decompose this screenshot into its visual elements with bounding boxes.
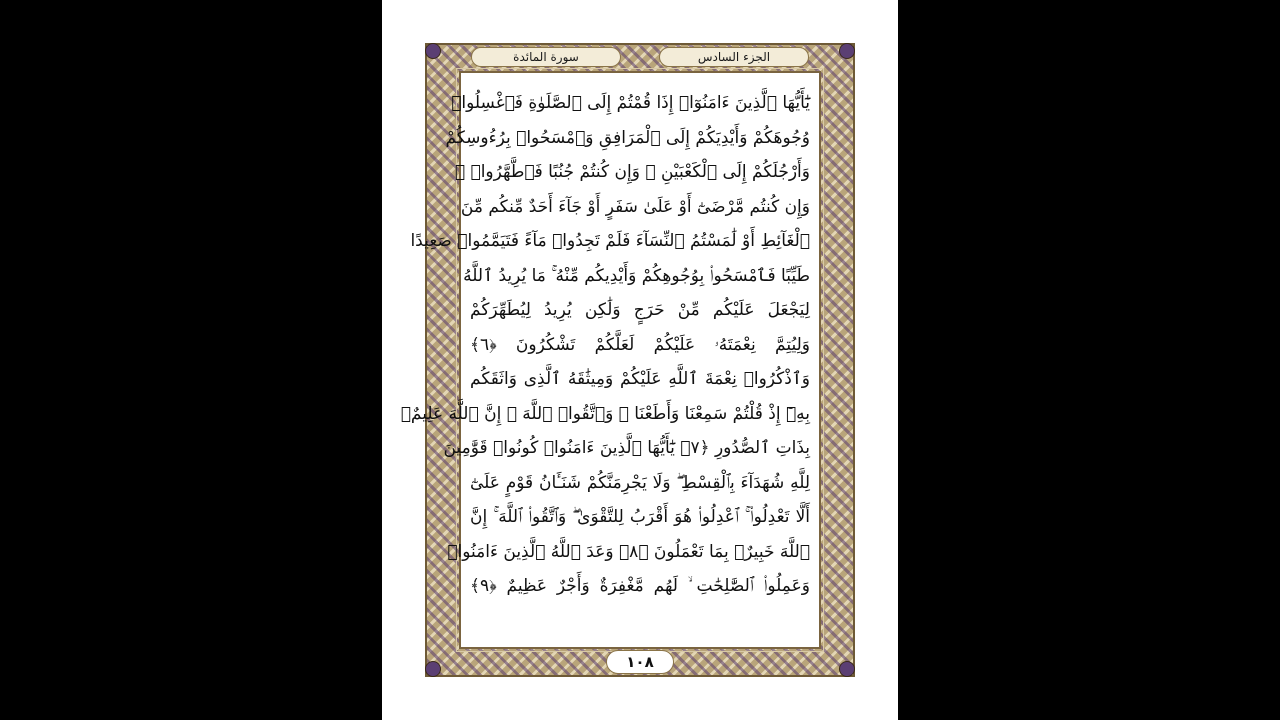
verse-line-1: يَٰٓأَيُّهَا ٱلَّذِينَ ءَامَنُوٓا۟ إِذَا قُمْتُمْ إِلَى ٱلصَّلَوٰةِ فَٱغْسِلُوا۟ xyxy=(451,93,810,113)
verse-line-15: وَعَمِلُوا۟ ٱلصَّٰلِحَٰتِ ۙ لَهُم مَّغْفِرَةٌ وَأَجْرٌ عَظِيمٌ ﴿٩﴾ xyxy=(470,576,810,596)
verse-line-10: بِهِۦٓ إِذْ قُلْتُمْ سَمِعْنَا وَأَطَعْنَا ۖ وَٱتَّقُوا۟ ٱللَّهَ ۚ إِنَّ ٱللَّهَ عَلِيمٌۢ xyxy=(400,403,810,424)
verse-line-4: وَإِن كُنتُم مَّرْضَىٰٓ أَوْ عَلَىٰ سَفَرٍ أَوْ جَآءَ أَحَدٌ مِّنكُم مِّنَ xyxy=(460,196,810,217)
verse-line-13: أَلَّا تَعْدِلُوا۟ ۚ ٱعْدِلُوا۟ هُوَ أَقْرَبُ لِلتَّقْوَىٰ ۖ وَٱتَّقُوا۟ ٱللَّهَ ۚ إِنَّ xyxy=(470,507,810,527)
verse-line-11: بِذَاتِ ٱلصُّدُورِ ﴿٧﴾ يَٰٓأَيُّهَا ٱلَّذِينَ ءَامَنُوا۟ كُونُوا۟ قَوَّٰمِينَ xyxy=(443,438,810,458)
frame-corner-ornament xyxy=(425,43,441,59)
verse-line-5: ٱلْغَآئِطِ أَوْ لَٰمَسْتُمُ ٱلنِّسَآءَ فَلَمْ تَجِدُوا۟ مَآءً فَتَيَمَّمُوا۟ صَعِيدًا xyxy=(410,231,810,251)
verse-line-14: ٱللَّهَ خَبِيرٌۢ بِمَا تَعْمَلُونَ ﴿٨﴾ وَعَدَ ٱللَّهُ ٱلَّذِينَ ءَامَنُوا۟ xyxy=(447,541,810,562)
verse-line-7: لِيَجْعَلَ عَلَيْكُم مِّنْ حَرَجٍ وَلَٰكِن يُرِيدُ لِيُطَهِّرَكُمْ xyxy=(470,300,810,320)
verse-line-6: طَيِّبًا فَٱمْسَحُوا۟ بِوُجُوهِكُمْ وَأَيْدِيكُم مِّنْهُ ۚ مَا يُرِيدُ ٱللَّهُ xyxy=(463,265,810,286)
frame-corner-ornament xyxy=(839,43,855,59)
verse-line-8: وَلِيُتِمَّ نِعْمَتَهُۥ عَلَيْكُمْ لَعَلَّكُمْ تَشْكُرُونَ ﴿٦﴾ xyxy=(470,334,810,355)
verse-text-block xyxy=(400,86,810,638)
page-number: ١٠٨ xyxy=(606,650,674,674)
verse-line-2: وُجُوهَكُمْ وَأَيْدِيَكُمْ إِلَى ٱلْمَرَافِقِ وَٱمْسَحُوا۟ بِرُءُوسِكُمْ xyxy=(445,127,810,148)
verse-line-9: وَٱذْكُرُوا۟ نِعْمَةَ ٱللَّهِ عَلَيْكُمْ وَمِيثَٰقَهُ ٱلَّذِى وَاثَقَكُم xyxy=(470,369,810,389)
frame-corner-ornament xyxy=(425,661,441,677)
verse-line-3: وَأَرْجُلَكُمْ إِلَى ٱلْكَعْبَيْنِ ۚ وَإِن كُنتُمْ جُنُبًا فَٱطَّهَّرُوا۟ ۚ xyxy=(454,162,810,182)
frame-corner-ornament xyxy=(839,661,855,677)
page-header xyxy=(459,47,821,69)
surah-title: سورة المائدة xyxy=(471,47,621,67)
juz-title: الجزء السادس xyxy=(659,47,809,67)
verse-line-12: لِلَّهِ شُهَدَآءَ بِٱلْقِسْطِ ۖ وَلَا يَجْرِمَنَّكُمْ شَنَـَٔانُ قَوْمٍ عَلَىٰٓ xyxy=(470,472,810,493)
